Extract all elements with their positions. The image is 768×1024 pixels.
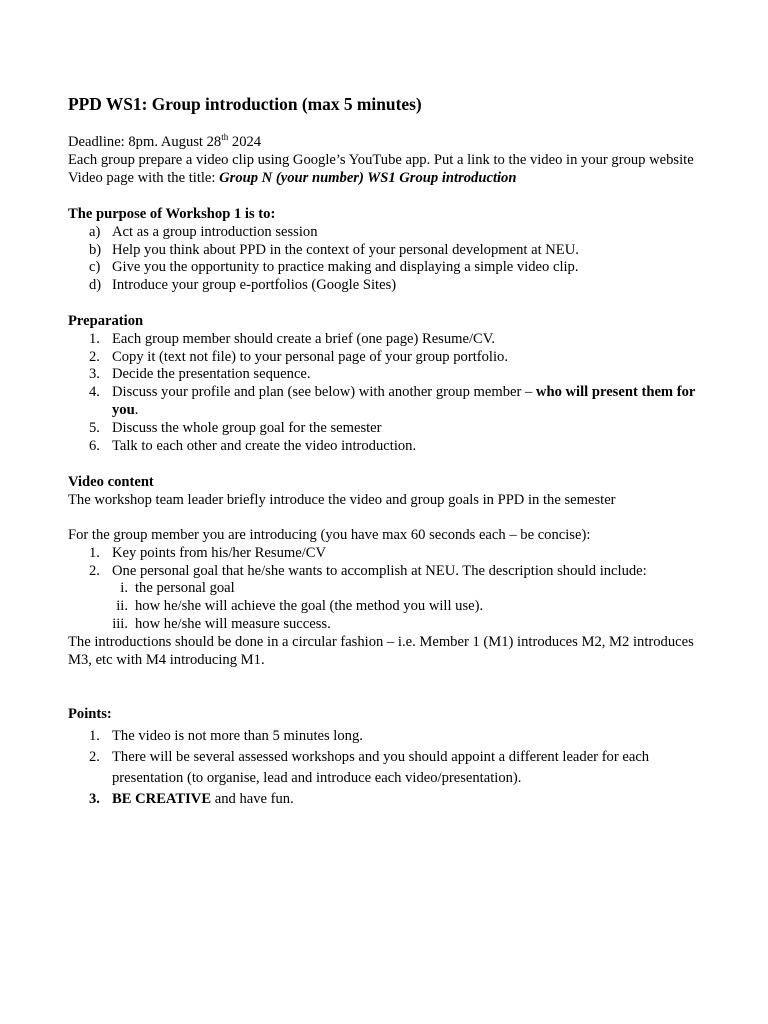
list-item: a) Act as a group introduction session	[89, 223, 318, 240]
list-item: 2. There will be several assessed workshops and you should appoint a different leader for each presentation (to organise, lead and introduce each video/presentation).	[89, 748, 650, 786]
list-item: iii. how he/she will measure success.	[112, 615, 331, 632]
points-list	[68, 726, 708, 810]
list-item: 2. One personal goal that he/she wants to accomplish at NEU. The description should include:	[89, 562, 647, 579]
points-section	[68, 706, 708, 810]
purpose-list	[68, 224, 708, 295]
preparation-section	[68, 313, 708, 455]
list-item: 4. Discuss your profile and plan (see below) with another group member – who will present them for you.	[89, 384, 696, 418]
member-intro-text: For the group member you are introducing (you have max 60 seconds each – be concise):	[68, 527, 591, 543]
member-intro-section	[68, 527, 708, 669]
list-item: ii. how he/she will achieve the goal (the method you will use).	[116, 598, 484, 615]
list-item: 1. The video is not more than 5 minutes long.	[89, 727, 363, 744]
video-content-section	[68, 474, 708, 510]
list-item: 3. BE CREATIVE and have fun.	[89, 790, 294, 807]
video-title-format: Group N (your number) WS1 Group introduction	[219, 169, 517, 186]
intro-paragraph: Each group prepare a video clip using Google’s YouTube app. Put a link to the video in your group website Video page with the title: Group N (your number) WS1 Group introduction	[68, 151, 694, 186]
member-intro-list	[68, 545, 708, 581]
list-item: i. the personal goal	[120, 580, 235, 597]
list-item: 3. Decide the presentation sequence.	[89, 366, 311, 383]
list-item: 1. Key points from his/her Resume/CV	[89, 544, 327, 561]
list-item: d) Introduce your group e-portfolios (Google Sites)	[89, 277, 397, 294]
preparation-heading: Preparation	[68, 313, 144, 329]
list-item: b) Help you think about PPD in the context of your personal development at NEU.	[89, 241, 579, 258]
list-item: 1. Each group member should create a brief (one page) Resume/CV.	[89, 330, 496, 347]
purpose-section	[68, 206, 708, 295]
video-content-text: The workshop team leader briefly introduce the video and group goals in PPD in the semester	[68, 491, 616, 508]
points-heading: Points:	[68, 706, 112, 722]
circular-fashion-text: The introductions should be done in a circular fashion – i.e. Member 1 (M1) introduces M2, M2 introduces M3, etc with M4 introducing M1.	[68, 633, 694, 668]
video-content-heading: Video content	[68, 474, 154, 490]
deadline-and-intro	[68, 134, 708, 187]
list-item: c) Give you the opportunity to practice making and displaying a simple video clip.	[89, 259, 579, 276]
document-title: PPD WS1: Group introduction (max 5 minutes)	[68, 94, 422, 114]
preparation-list	[68, 331, 708, 456]
list-item: 2. Copy it (text not file) to your personal page of your group portfolio.	[89, 348, 508, 365]
goal-subitems	[68, 580, 708, 633]
deadline: Deadline: 8pm. August 28th 2024	[68, 132, 262, 150]
list-item: 5. Discuss the whole group goal for the semester	[89, 419, 382, 436]
list-item: 6. Talk to each other and create the video introduction.	[89, 437, 417, 454]
purpose-heading: The purpose of Workshop 1 is to:	[68, 206, 276, 222]
